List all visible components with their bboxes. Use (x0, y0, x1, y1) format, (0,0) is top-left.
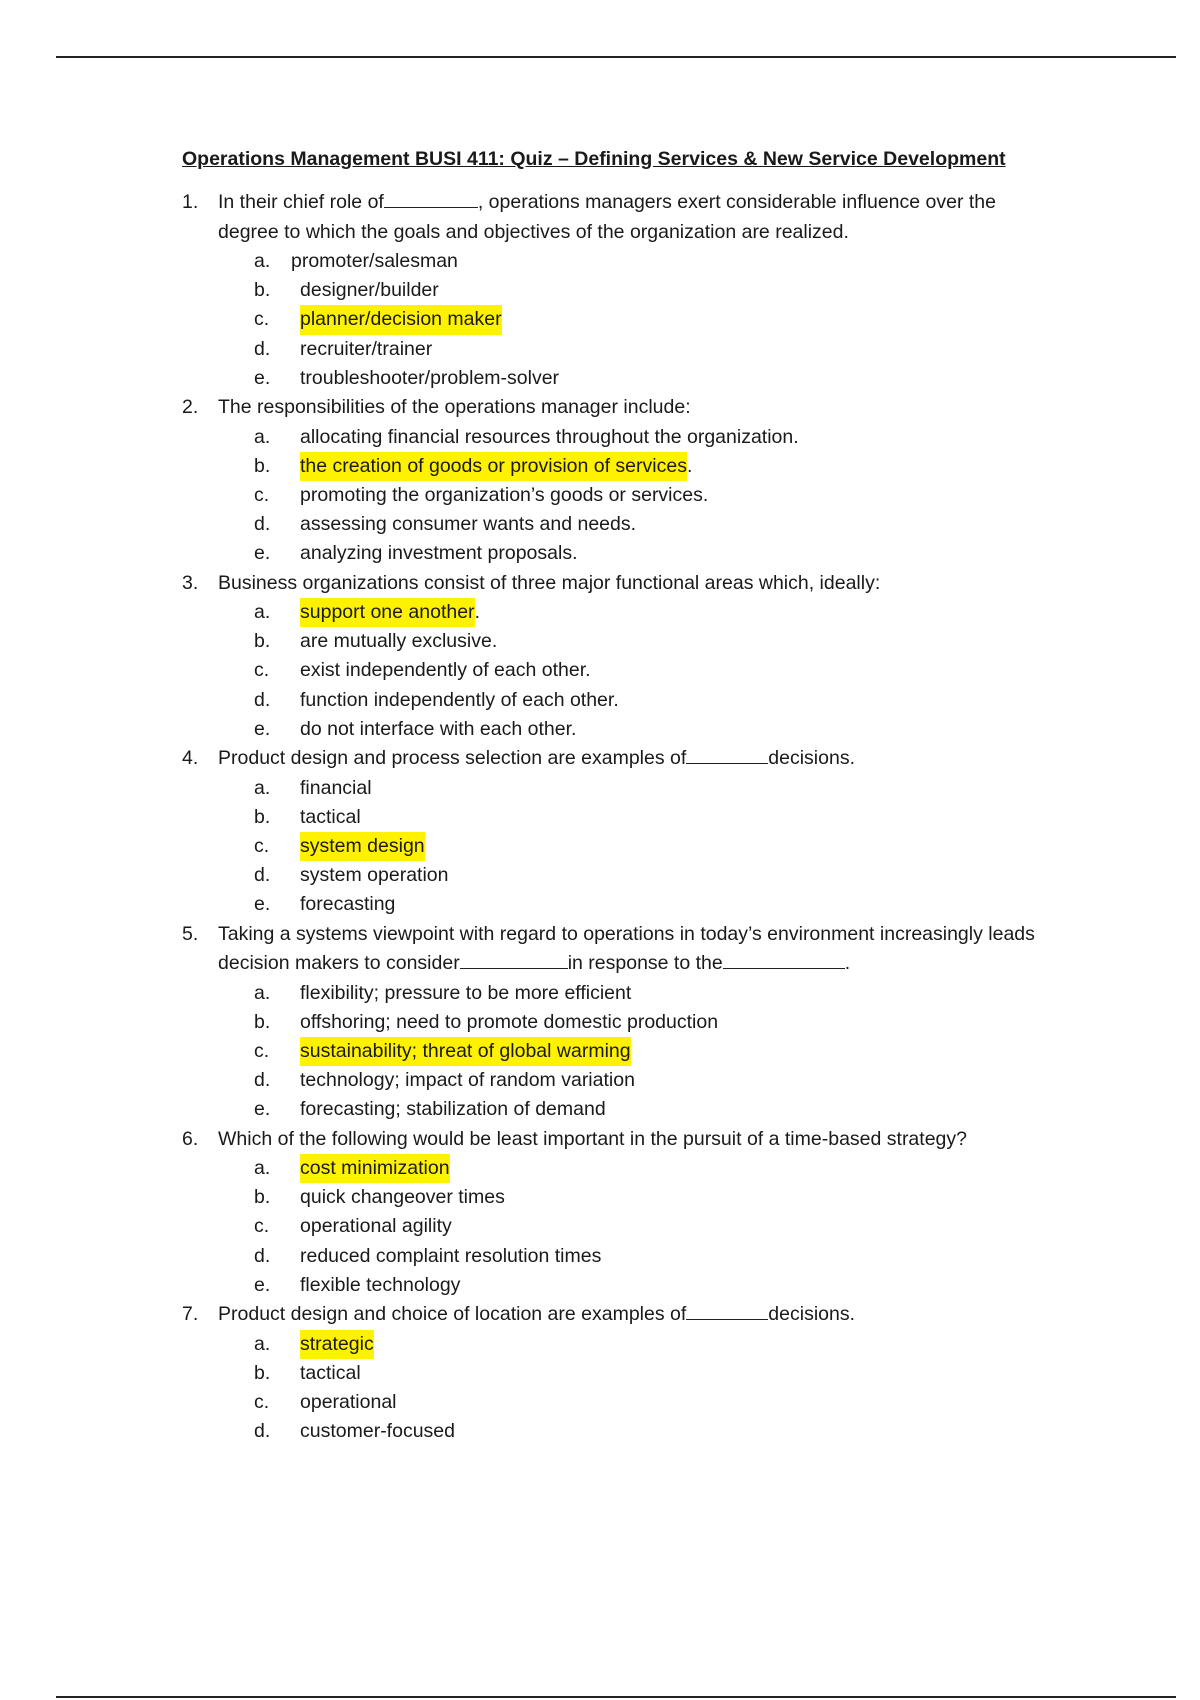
option-a: a. promoter/salesman (254, 250, 458, 272)
question-text: Business organizations consist of three major functional areas which, ideally: (218, 571, 881, 594)
option-d: d. system operation (254, 864, 449, 887)
question-number: 4. (182, 747, 199, 770)
question-5 (182, 920, 1062, 1125)
question-7 (182, 1300, 1062, 1446)
answer-blank (686, 1301, 768, 1320)
option-b: b. tactical (254, 805, 361, 828)
option-e: e. forecasting; stabilization of demand (254, 1098, 606, 1121)
highlighted-answer: system design (300, 832, 425, 861)
question-2 (182, 393, 1062, 569)
option-d: d. function independently of each other. (254, 688, 619, 711)
option-b: b. offshoring; need to promote domestic production (254, 1010, 719, 1033)
question-text: The responsibilities of the operations manager include: (218, 396, 691, 419)
quiz-document (182, 146, 1062, 1446)
option-a: a. allocating financial resources throughout the organization. (254, 425, 799, 448)
option-e: e. do not interface with each other. (254, 717, 577, 740)
question-number: 1. (182, 191, 199, 213)
option-a-answer: a. support one another . (182, 598, 1062, 627)
highlighted-answer: strategic (300, 1330, 374, 1359)
option-a-answer: a. cost minimization (182, 1154, 1062, 1183)
option-e: e. analyzing investment proposals. (254, 542, 578, 565)
option-c: c. exist independently of each other. (254, 659, 591, 682)
answer-blank (460, 950, 568, 969)
option-d: d. recruiter/trainer (254, 337, 433, 360)
highlighted-answer: cost minimization (300, 1154, 450, 1183)
highlighted-answer: planner/decision maker (300, 305, 502, 334)
option-d: d. technology; impact of random variation (254, 1069, 635, 1092)
answer-blank (686, 745, 768, 764)
question-6 (182, 1125, 1062, 1301)
highlighted-answer: the creation of goods or provision of services (300, 452, 687, 481)
document-title: Operations Management BUSI 411: Quiz – Defining Services & New Service Development (182, 148, 1006, 170)
option-d: d. customer-focused (254, 1420, 455, 1443)
answer-blank (384, 189, 478, 208)
question-text: Product design and choice of location are examples of decisions. (218, 1303, 856, 1326)
option-e: e. flexible technology (254, 1273, 461, 1296)
option-a: a. flexibility; pressure to be more efficient (254, 981, 632, 1004)
option-c-answer: c. sustainability; threat of global warming (182, 1037, 1062, 1066)
question-1 (182, 188, 1062, 393)
answer-blank (723, 950, 845, 969)
footer-rule (56, 1696, 1176, 1698)
question-3 (182, 569, 1062, 745)
option-e: e. forecasting (254, 893, 396, 916)
option-b: b. quick changeover times (254, 1186, 505, 1209)
highlighted-answer: sustainability; threat of global warming (300, 1037, 631, 1066)
option-d: d. assessing consumer wants and needs. (254, 513, 637, 536)
question-text: Which of the following would be least important in the pursuit of a time-based strategy? (218, 1127, 967, 1150)
option-a-answer: a. strategic (182, 1330, 1062, 1359)
question-text: In their chief role of , operations managers exert considerable influence over the degree to which the goals and objectives of the organization are realized. (218, 191, 996, 243)
question-text: Product design and process selection are examples of decisions. (218, 747, 855, 770)
option-d: d. reduced complaint resolution times (254, 1244, 602, 1267)
option-b: b. tactical (254, 1361, 361, 1384)
option-b-answer: b. the creation of goods or provision of services . (182, 452, 1062, 481)
question-text: Taking a systems viewpoint with regard to operations in today’s environment increasingly leads decision makers to consider in response to the . (218, 922, 1035, 975)
option-b: b. are mutually exclusive. (254, 630, 498, 653)
question-number: 2. (182, 396, 199, 419)
question-number: 6. (182, 1127, 199, 1150)
option-c-answer: c. planner/decision maker (182, 305, 1062, 334)
option-b: b. designer/builder (254, 279, 439, 302)
highlighted-answer: support one another (300, 598, 475, 627)
question-number: 3. (182, 571, 199, 594)
question-number: 7. (182, 1303, 199, 1326)
option-c: c. operational (254, 1391, 397, 1413)
header-rule (56, 56, 1176, 58)
option-c: c. promoting the organization’s goods or services. (254, 483, 709, 506)
option-c-answer: c. system design (182, 832, 1062, 861)
question-4 (182, 744, 1062, 920)
question-number: 5. (182, 922, 199, 945)
option-a: a. financial (254, 776, 372, 799)
option-c: c. operational agility (254, 1215, 452, 1238)
option-e: e. troubleshooter/problem-solver (254, 366, 560, 389)
